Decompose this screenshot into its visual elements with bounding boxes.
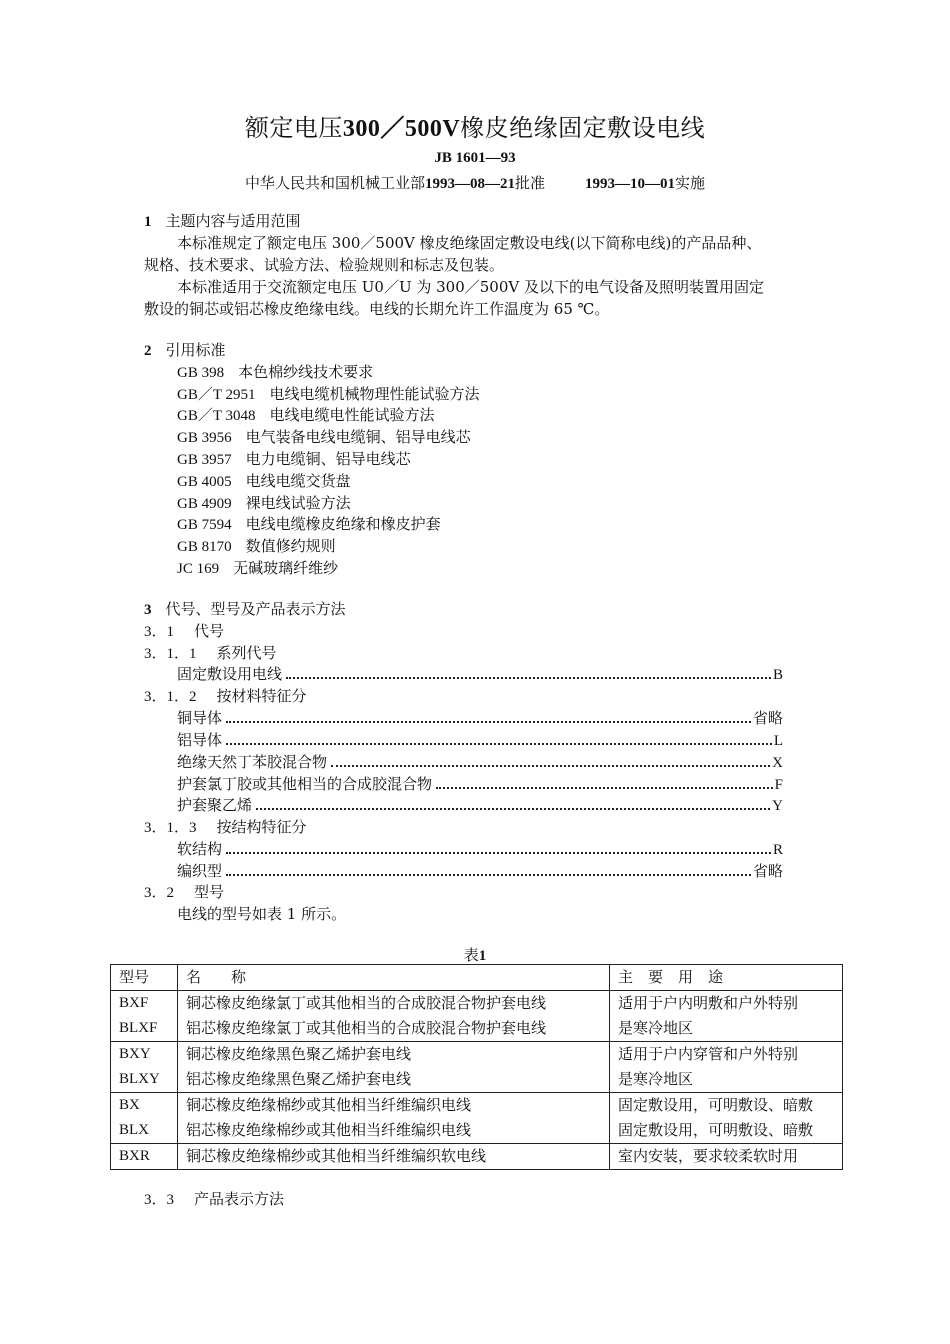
- code-leader-row: 编织型 省略: [177, 862, 783, 880]
- code-leader-row: 软结构 R: [177, 840, 783, 858]
- header-use: 主 要 用 途: [610, 965, 843, 991]
- document-title: [0, 108, 950, 143]
- section-3-heading: [144, 599, 346, 620]
- name-cell: 铜芯橡皮绝缘棉纱或其他相当纤维编织软电线: [178, 1144, 610, 1170]
- table-row: [111, 1093, 843, 1144]
- title-suffix: 橡皮绝缘固定敷设电线: [460, 114, 706, 142]
- use-cell: 适用于户内穿管和户外特别 是寒冷地区: [610, 1042, 843, 1093]
- use-cell: 固定敷设用，可明敷设、暗敷 固定敷设用，可明敷设、暗敷: [610, 1093, 843, 1144]
- code-leader-row: 铜导体 省略: [177, 709, 783, 727]
- code-leader-row: 固定敷设用电线 B: [177, 665, 783, 683]
- table-row: [111, 991, 843, 1042]
- implement-label: 实施: [675, 174, 706, 192]
- table-row: [111, 1144, 843, 1170]
- model-table: [110, 964, 843, 1170]
- section-3-number: 3: [144, 602, 152, 618]
- reference-item: GB 7594 电线电缆橡皮绝缘和橡皮护套: [177, 515, 441, 533]
- model-cell: BX BLX: [111, 1093, 178, 1144]
- header-model: 型号: [111, 965, 178, 991]
- section-1-para1-line1: 本标准规定了额定电压 300／500V 橡皮绝缘固定敷设电线(以下简称电线)的产品品种、: [177, 234, 762, 252]
- section-3-2-text: 电线的型号如表 1 所示。: [177, 905, 347, 923]
- table-header-row: [111, 965, 843, 991]
- header-name: 名 称: [178, 965, 610, 991]
- code-leader-row: 铝导体 L: [177, 731, 783, 749]
- section-1-heading: [144, 211, 301, 232]
- name-cell: 铜芯橡皮绝缘氯丁或其他相当的合成胶混合物护套电线 铝芯橡皮绝缘氯丁或其他相当的合成胶混合物护套电线: [178, 991, 610, 1042]
- issuer: 中华人民共和国机械工业部: [244, 174, 425, 192]
- reference-item: GB 3956 电气装备电线电缆铜、铝导电线芯: [177, 428, 471, 446]
- section-3-3-heading: 3．3 产品表示方法: [144, 1190, 285, 1208]
- model-cell: BXF BLXF: [111, 991, 178, 1042]
- model-cell: BXY BLXY: [111, 1042, 178, 1093]
- name-cell: 铜芯橡皮绝缘黑色聚乙烯护套电线 铝芯橡皮绝缘黑色聚乙烯护套电线: [178, 1042, 610, 1093]
- section-3-1-heading: 3．1 代号: [144, 622, 225, 640]
- section-1-number: 1: [144, 214, 152, 230]
- reference-item: GB 3957 电力电缆铜、铝导电线芯: [177, 450, 411, 468]
- section-2-title: 引用标准: [165, 341, 226, 359]
- section-3-1-3-heading: 3．1．3 按结构特征分: [144, 818, 307, 836]
- reference-item: GB 4005 电线电缆交货盘: [177, 472, 351, 490]
- issue-line: [0, 172, 950, 193]
- section-1-para2-line1: 本标准适用于交流额定电压 U0／U 为 300／500V 及以下的电气设备及照明装置用固定: [177, 278, 764, 296]
- section-3-2-heading: 3．2 型号: [144, 883, 225, 901]
- approve-label: 批准: [514, 174, 545, 192]
- code-leader-row: 绝缘天然丁苯胶混合物 X: [177, 753, 783, 771]
- section-2-heading: [144, 340, 226, 361]
- section-1-title: 主题内容与适用范围: [165, 212, 301, 230]
- reference-item: GB／T 3048 电线电缆电性能试验方法: [177, 406, 435, 424]
- reference-item: GB 8170 数值修约规则: [177, 537, 336, 555]
- reference-item: GB／T 2951 电线电缆机械物理性能试验方法: [177, 385, 480, 403]
- standard-code: JB 1601—93: [434, 150, 516, 166]
- title-voltage: 300／500V: [342, 116, 461, 142]
- implement-date: 1993—10—01: [585, 176, 675, 192]
- section-1-para1-line2: 规格、技术要求、试验方法、检验规则和标志及包装。: [144, 256, 505, 274]
- code-leader-row: 护套聚乙烯 Y: [177, 796, 783, 814]
- use-cell: 适用于户内明敷和户外特别 是寒冷地区: [610, 991, 843, 1042]
- name-cell: 铜芯橡皮绝缘棉纱或其他相当纤维编织电线 铝芯橡皮绝缘棉纱或其他相当纤维编织电线: [178, 1093, 610, 1144]
- code-leader-row: 护套氯丁胶或其他相当的合成胶混合物 F: [177, 775, 783, 793]
- section-3-1-1-heading: 3．1．1 系列代号: [144, 644, 277, 662]
- reference-item: GB 4909 裸电线试验方法: [177, 494, 351, 512]
- table-row: [111, 1042, 843, 1093]
- reference-item: JC 169 无碱玻璃纤维纱: [177, 559, 339, 577]
- section-3-1-2-heading: 3．1．2 按材料特征分: [144, 687, 307, 705]
- use-cell: 室内安装，要求较柔软时用: [610, 1144, 843, 1170]
- title-prefix: 额定电压: [244, 114, 343, 142]
- section-3-title: 代号、型号及产品表示方法: [165, 600, 346, 618]
- reference-item: GB 398 本色棉纱线技术要求: [177, 363, 374, 381]
- table-caption: 表1: [463, 946, 487, 964]
- section-1-para2-line2: 敷设的铜芯或铝芯橡皮绝缘电线。电线的长期允许工作温度为 65 ℃。: [144, 300, 610, 318]
- section-2-number: 2: [144, 343, 152, 359]
- approve-date: 1993—08—21: [424, 176, 515, 192]
- model-cell: BXR: [111, 1144, 178, 1170]
